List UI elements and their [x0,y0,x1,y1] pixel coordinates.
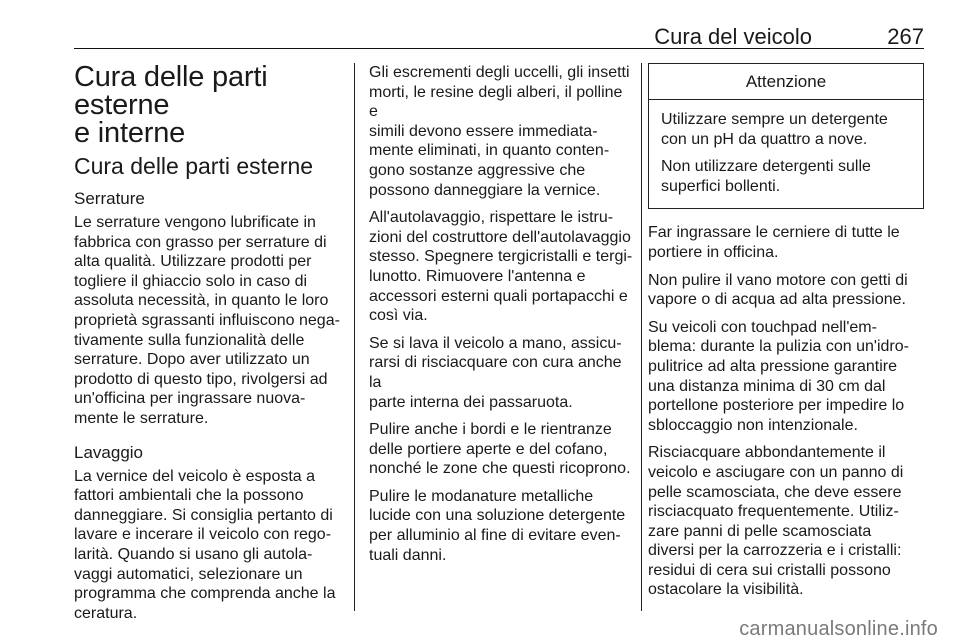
paragraph-serrature: Le serrature vengono lubrificate in fabbrica con grasso per serrature di alta qualità. Utilizzare prodotti per togliere il ghiaccio solo in caso di assoluta necessità, in quanto le loro proprietà sgrassanti influiscono nega- tivamente sulla funzionalità delle serrature. Dopo aver utilizzato un prodotto di questo tipo, rivolgersi ad un'officina per ingrassare nuova- mente le serrature. [74,214,340,427]
paragraph: Non pulire il vano motore con getti di vapore o di acqua ad alta pressione. [648,271,908,309]
heading-lavaggio: Lavaggio [74,442,144,462]
attention-title: Attenzione [649,64,923,100]
attention-paragraph: Non utilizzare detergenti sulle superfici bollenti. [661,158,871,195]
paragraph: Gli escrementi degli uccelli, gli insetti morti, le resine degli alberi, il polline e simili devono essere immediata- mente eliminati, in quanto conten- gono sostanze aggressive che possono danneggiare la vernice. [369,64,630,199]
attention-box [648,63,924,209]
attention-body [649,100,923,208]
column-divider-2 [641,63,642,611]
column-1 [74,63,342,631]
paragraph: Pulire le modanature metalliche lucide con una soluzione detergente per alluminio al fine di evitare even- tuali danni. [369,487,626,564]
header-title: Cura del veicolo [654,24,812,49]
paragraph: Far ingrassare le cerniere di tutte le portiere in officina. [648,224,900,261]
column-3 [648,63,924,608]
column-divider-1 [354,63,355,611]
page-header [74,26,924,49]
paragraph: Su veicoli con touchpad nell'em- blema: durante la pulizia con un'idro- pulitrice ad alta pressione garantire una distanza minima di 30 cm dal portellone posteriore per impedire lo sbloccaggio non intenzionale. [648,318,909,434]
paragraph: Se si lava il veicolo a mano, assicu- rarsi di risciacquare con cura anche la parte interna dei passaruota. [369,334,622,411]
paragraph: All'autolavaggio, rispettare le istru- zioni del costruttore dell'autolavaggio stesso. Spegnere tergicristalli e tergi- lunotto. Rimuovere l'antenna e accessori esterni quali portapacchi e così via. [369,209,633,325]
column-2 [369,63,633,573]
section-title: Cura delle parti esterne [74,153,314,179]
heading-serrature: Serrature [74,189,145,208]
paragraph: Risciacquare abbondantemente il veicolo e asciugare con un panno di pelle scamosciata, che deve essere risciacquato frequentemente. Utiliz- zare panni di pelle scamosciata diversi per la carrozzeria e i cristalli: residui di cera sui cristalli possono ostacolare la visibilità. [648,444,904,599]
watermark: carmanualsonline.info [739,618,938,640]
paragraph-lavaggio: La vernice del veicolo è esposta a fattori ambientali che la possono danneggiare. Si consiglia pertanto di lavare e incerare il veicolo con rego- larità. Quando si usano gli autola- vaggi automatici, selezionare un programma che comprenda anche la ceratura. [74,467,336,622]
page-number: 267 [887,24,924,49]
attention-paragraph: Utilizzare sempre un detergente con un pH da quattro a nove. [661,111,888,148]
paragraph: Pulire anche i bordi e le rientranze delle portiere aperte e del cofano, nonché le zone che questi ricoprono. [369,421,631,478]
main-title: Cura delle parti esterne e interne [74,61,268,149]
